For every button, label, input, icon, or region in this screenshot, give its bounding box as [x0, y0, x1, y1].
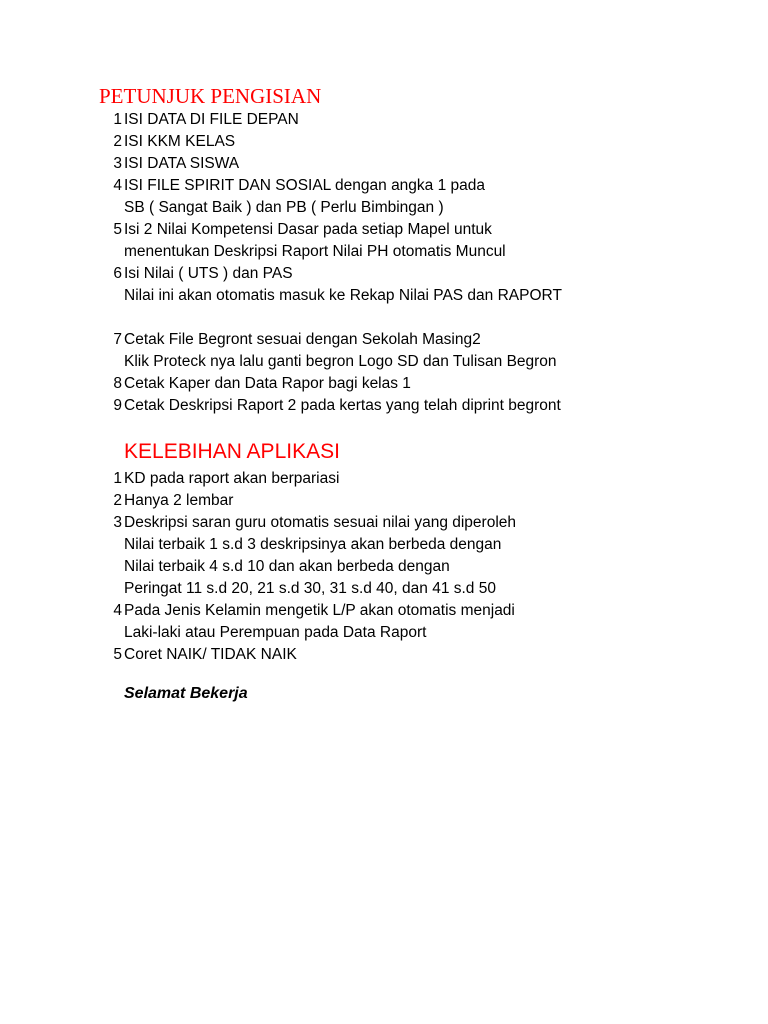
- list-item: [0, 644, 768, 666]
- list-item-text: Pada Jenis Kelamin mengetik L/P akan otomatis menjadi: [124, 602, 515, 619]
- list-item-text: ISI FILE SPIRIT DAN SOSIAL dengan angka 1 pada: [124, 177, 486, 194]
- list-item: [0, 307, 768, 329]
- list-item-number: 4: [113, 602, 122, 619]
- list-item: [0, 556, 768, 578]
- list-item-text: ISI DATA DI FILE DEPAN: [124, 111, 299, 128]
- list-item: [0, 395, 768, 417]
- petunjuk-heading: PETUNJUK PENGISIAN: [99, 84, 322, 108]
- list-item: [0, 197, 768, 219]
- list-item-text: Coret NAIK/ TIDAK NAIK: [124, 646, 297, 663]
- list-item-number: 5: [113, 221, 122, 238]
- list-item-text: Peringat 11 s.d 20, 21 s.d 30, 31 s.d 40, dan 41 s.d 50: [124, 580, 496, 597]
- list-item: [0, 241, 768, 263]
- list-item-text: Deskripsi saran guru otomatis sesuai nilai yang diperoleh: [124, 514, 517, 531]
- list-item-number: 1: [113, 470, 122, 487]
- list-item-number: 2: [113, 492, 122, 509]
- petunjuk-list: [0, 109, 768, 417]
- list-item-number: 3: [113, 155, 122, 172]
- list-item: [0, 285, 768, 307]
- list-item: [0, 109, 768, 131]
- list-item: [0, 373, 768, 395]
- list-item: [0, 600, 768, 622]
- list-item: [0, 175, 768, 197]
- list-item-number: 8: [113, 375, 122, 392]
- list-item-text: Cetak File Begront sesuai dengan Sekolah Masing2: [124, 331, 481, 348]
- list-item-number: 6: [113, 265, 122, 282]
- list-item-text: SB ( Sangat Baik ) dan PB ( Perlu Bimbingan ): [124, 199, 444, 216]
- list-item-text: Isi 2 Nilai Kompetensi Dasar pada setiap Mapel untuk: [124, 221, 492, 238]
- list-item: [0, 153, 768, 175]
- list-item: [0, 263, 768, 285]
- list-item: [0, 329, 768, 351]
- list-item: [0, 351, 768, 373]
- list-item-text: ISI KKM KELAS: [124, 133, 236, 150]
- list-item: [0, 534, 768, 556]
- list-item-number: 5: [113, 646, 122, 663]
- list-item: [0, 468, 768, 490]
- list-item-text: Hanya 2 lembar: [124, 492, 234, 509]
- list-item-number: 9: [113, 397, 122, 414]
- closing-text: Selamat Bekerja: [124, 685, 248, 702]
- list-item-number: 7: [113, 331, 122, 348]
- list-item: [0, 219, 768, 241]
- list-item: [0, 622, 768, 644]
- kelebihan-heading: KELEBIHAN APLIKASI: [124, 440, 340, 463]
- list-item: [0, 578, 768, 600]
- list-item-text: Isi Nilai ( UTS ) dan PAS: [124, 265, 293, 282]
- list-item-text: menentukan Deskripsi Raport Nilai PH otomatis Muncul: [124, 243, 506, 260]
- list-item-number: 3: [113, 514, 122, 531]
- list-item-text: Klik Proteck nya lalu ganti begron Logo SD dan Tulisan Begron: [124, 353, 557, 370]
- list-item-text: KD pada raport akan berpariasi: [124, 470, 340, 487]
- list-item-number: 2: [113, 133, 122, 150]
- list-item-text: Laki-laki atau Perempuan pada Data Raport: [124, 624, 427, 641]
- list-item: [0, 490, 768, 512]
- list-item-text: Nilai terbaik 4 s.d 10 dan akan berbeda dengan: [124, 558, 450, 575]
- list-item-number: 1: [113, 111, 122, 128]
- list-item-number: 4: [113, 177, 122, 194]
- list-item-text: Cetak Kaper dan Data Rapor bagi kelas 1: [124, 375, 411, 392]
- list-item: [0, 512, 768, 534]
- list-item-text: Cetak Deskripsi Raport 2 pada kertas yang telah diprint begront: [124, 397, 561, 414]
- list-item-text: Nilai ini akan otomatis masuk ke Rekap Nilai PAS dan RAPORT: [124, 287, 562, 304]
- list-item: [0, 131, 768, 153]
- list-item-text: ISI DATA SISWA: [124, 155, 240, 172]
- list-item-text: Nilai terbaik 1 s.d 3 deskripsinya akan berbeda dengan: [124, 536, 502, 553]
- kelebihan-list: [0, 468, 768, 666]
